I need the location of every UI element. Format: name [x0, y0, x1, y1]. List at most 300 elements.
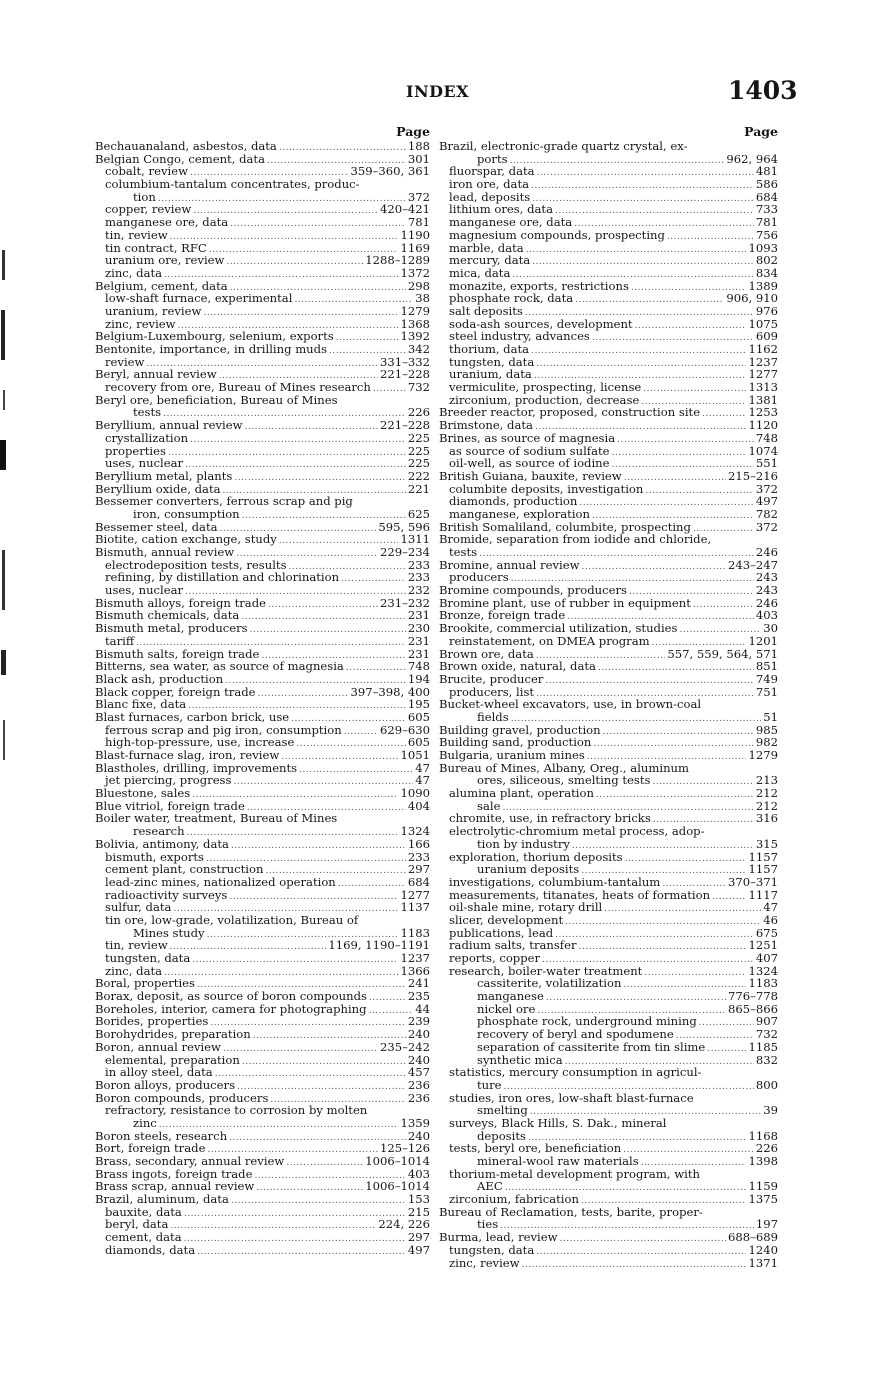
index-entry	[95, 1041, 430, 1054]
index-entry	[439, 229, 778, 242]
index-entry-text: British Guiana, bauxite, review	[439, 468, 622, 483]
index-entry-text: investigations, columbium-tantalum	[449, 874, 661, 889]
index-entry-page: 1392	[400, 329, 430, 344]
index-entry-text: Brines, as source of magnesia	[439, 430, 616, 445]
index-entry-page: 226	[407, 405, 430, 420]
index-entry-text: thorium-metal development program, with	[449, 1166, 700, 1181]
index-entry-text: reinstatement, on DMEA program	[449, 633, 650, 648]
index-entry-page: 688–689	[727, 1230, 778, 1245]
index-entry-page: 595, 596	[378, 519, 430, 534]
index-entry-text: producers	[449, 570, 509, 585]
index-entry-page: 1372	[400, 265, 430, 280]
index-entry	[439, 508, 778, 521]
index-entry-text: Beryl ore, beneficiation, Bureau of Mines	[95, 392, 338, 407]
index-entry-page: 221–228	[379, 418, 430, 433]
index-entry	[95, 749, 430, 762]
index-entry-text: bauxite, data	[105, 1204, 182, 1219]
index-entry-text: refractory, resistance to corrosion by molten	[105, 1103, 368, 1118]
index-entry-text: columbite deposits, investigation	[449, 481, 644, 496]
index-entry-text: Bismuth metal, producers	[95, 621, 248, 636]
index-entry-text: Bromine, annual review	[439, 557, 580, 572]
index-entry-page: 1368	[400, 316, 430, 331]
index-entry-page: 215–216	[727, 468, 778, 483]
index-entry-text: Borides, properties	[95, 1014, 209, 1029]
index-entry-text: as source of sodium sulfate	[449, 443, 610, 458]
right-index-column	[439, 124, 778, 1269]
index-entry-text: alumina plant, operation	[449, 786, 594, 801]
index-entry	[439, 1244, 778, 1257]
page-number: 1403	[728, 76, 798, 105]
index-entry-text: zinc, review	[449, 1255, 520, 1270]
index-entry-page: 359–360, 361	[350, 164, 430, 179]
index-entry-text: Bucket-wheel excavators, use, in brown-coal	[439, 697, 702, 712]
index-entry-text: recovery of beryl and spodumene	[477, 1027, 674, 1042]
index-entry-page: 1185	[748, 1039, 778, 1054]
index-entry-page: 1169, 1190–1191	[328, 938, 430, 953]
index-entry-page: 1398	[748, 1154, 778, 1168]
index-entry-text: crystallization	[105, 430, 189, 445]
index-entry-text: manganese	[477, 989, 544, 1004]
index-entry-text: surveys, Black Hills, S. Dak., mineral	[449, 1115, 667, 1130]
index-entry-text: tungsten, data	[449, 1242, 535, 1257]
index-entry-page: 243	[755, 583, 778, 598]
index-entry-page: 241	[407, 976, 430, 991]
index-entry-text: uses, nuclear	[105, 583, 184, 598]
index-entry-page: 1157	[748, 862, 778, 877]
index-entry-text: Bismuth, annual review	[95, 545, 235, 559]
index-entry-page: 331–332	[379, 354, 430, 369]
index-entry-page: 1288–1289	[365, 253, 430, 268]
index-entry-page: 851	[755, 659, 778, 674]
index-entry	[439, 863, 778, 876]
index-entry-text: Boron alloys, producers	[95, 1077, 236, 1092]
index-entry	[439, 546, 778, 559]
index-entry-text: Bulgaria, uranium mines	[439, 748, 585, 762]
index-entry-page: 370–371	[727, 874, 778, 889]
index-entry-text: phosphate rock, underground mining	[477, 1014, 697, 1029]
index-entry-text: Bitterns, sea water, as source of magnesia	[95, 659, 344, 674]
index-entry-page: 1169	[400, 240, 430, 255]
index-entry-text: cobalt, review	[105, 164, 188, 179]
index-entry	[439, 660, 778, 673]
index-entry-text: lithium ores, data	[449, 202, 554, 217]
index-entry-text: Bolivia, antimony, data	[95, 836, 229, 851]
index-entry-text: Bromine plant, use of rubber in equipment	[439, 595, 691, 610]
index-entry	[439, 749, 778, 762]
index-entry-page: 1251	[748, 938, 778, 953]
index-entry-text: zinc	[133, 1115, 157, 1130]
index-entries	[95, 140, 430, 1257]
index-entry-text: cassiterite, volatilization	[477, 976, 622, 991]
index-entry	[439, 1066, 778, 1079]
index-entry	[439, 432, 778, 445]
index-entry-page: 1279	[748, 748, 778, 762]
index-entry-page: 39	[763, 1103, 778, 1118]
index-entry-text: Black copper, foreign trade	[95, 684, 256, 699]
index-entry-page: 733	[755, 202, 778, 217]
index-entry-text: ores, siliceous, smelting tests	[477, 773, 651, 788]
index-entry-page: 751	[755, 684, 778, 699]
index-entry-text: zirconium, fabrication	[449, 1192, 579, 1207]
index-entry-text: Bismuth chemicals, data	[95, 608, 240, 623]
index-entry-page: 236	[407, 1090, 430, 1105]
index-entry-page: 1120	[748, 418, 778, 433]
index-entry	[95, 660, 430, 673]
index-entry	[439, 914, 778, 927]
index-entry-text: oil-shale mine, rotary drill	[449, 900, 603, 915]
index-entry-text: magnesium compounds, prospecting	[449, 227, 665, 242]
index-entry-page: 907	[755, 1014, 778, 1029]
index-entry-text: synthetic mica	[477, 1052, 563, 1067]
index-entry-page: 316	[755, 811, 778, 826]
index-entry-text: Bort, foreign trade	[95, 1141, 206, 1156]
index-entry-page: 403	[755, 608, 778, 623]
index-entry-page: 188	[407, 139, 430, 153]
index-entry-text: tariff	[105, 633, 135, 648]
index-entry-text: jet piercing, progress	[105, 773, 232, 788]
index-entry-text: Brazil, electronic-grade quartz crystal, ex-	[439, 139, 688, 153]
index-entry-page: 748	[755, 430, 778, 445]
index-entry	[95, 419, 430, 432]
index-entry-page: 551	[755, 456, 778, 471]
index-entry-page: 239	[407, 1014, 430, 1029]
index-entry-text: nickel ore	[477, 1001, 536, 1016]
index-entry-page: 372	[755, 481, 778, 496]
index-entry-text: Beryllium, annual review	[95, 418, 243, 433]
index-entry-page: 233	[407, 570, 430, 585]
index-entry-page: 457	[407, 1065, 430, 1080]
index-entry-page: 194	[407, 671, 430, 686]
index-entry-text: Bismuth alloys, foreign trade	[95, 595, 266, 610]
index-entry-text: uses, nuclear	[105, 456, 184, 471]
index-entry-page: 985	[755, 722, 778, 737]
index-entry	[439, 1117, 778, 1130]
index-entry-page: 166	[407, 836, 430, 851]
index-entry-page: 1168	[748, 1128, 778, 1143]
index-entry-page: 225	[407, 456, 430, 471]
index-entry-text: diamonds, data	[105, 1242, 196, 1257]
index-entry-page: 297	[407, 1230, 430, 1245]
left-index-column	[95, 124, 430, 1257]
index-entry-text: research, boiler-water treatment	[449, 963, 643, 978]
index-entry-text: steel industry, advances	[449, 329, 590, 344]
index-entry-page: 1051	[400, 748, 430, 762]
index-entry-text: Beryllium oxide, data	[95, 481, 221, 496]
index-entry	[95, 254, 430, 267]
index-entry-text: uranium, data	[449, 367, 532, 382]
index-entry	[95, 1155, 430, 1168]
index-entry	[439, 787, 778, 800]
index-entry-page: 1006–1014	[365, 1154, 430, 1168]
index-entry-text: Blastholes, drilling, improvements	[95, 760, 298, 775]
index-entry	[439, 1079, 778, 1092]
index-entry-text: salt deposits	[449, 303, 523, 318]
index-entry-text: uranium deposits	[477, 862, 580, 877]
index-entry-text: Brown oxide, natural, data	[439, 659, 596, 674]
index-entry-text: cement plant, construction	[105, 862, 264, 877]
index-entry-page: 240	[407, 1052, 430, 1067]
index-entry-text: Brass ingots, foreign trade	[95, 1166, 253, 1181]
index-entry-text: mineral-wool raw materials	[477, 1154, 639, 1168]
index-entry-text: reports, copper	[449, 951, 541, 965]
index-entry	[95, 1066, 430, 1079]
index-entry-page: 1277	[400, 887, 430, 902]
index-entry-page: 231	[407, 608, 430, 623]
index-entry	[95, 673, 430, 686]
index-entry-text: fields	[477, 709, 509, 724]
index-entry-page: 609	[755, 329, 778, 344]
index-entry-text: tin ore, low-grade, volatilization, Bureau of	[105, 912, 359, 927]
index-entry-page: 1137	[400, 900, 430, 915]
index-entry-page: 298	[407, 278, 430, 293]
index-entry	[95, 1079, 430, 1092]
index-entry-text: tungsten, data	[105, 951, 191, 965]
index-entry-page: 605	[407, 735, 430, 750]
index-entry-page: 834	[755, 265, 778, 280]
index-entry-text: Brucite, producer	[439, 671, 544, 686]
index-entry	[439, 343, 778, 356]
index-entry-text: uranium, review	[105, 303, 202, 318]
index-entry-text: tin contract, RFC	[105, 240, 207, 255]
index-entry-page: 732	[407, 380, 430, 395]
index-entry-text: Bentonite, importance, in drilling muds	[95, 342, 328, 356]
index-entry-text: manganese ore, data	[105, 215, 229, 230]
index-entry-page: 231–232	[379, 595, 430, 610]
index-entry-page: 1237	[400, 951, 430, 965]
index-entry	[95, 216, 430, 229]
index-entry-text: marble, data	[449, 240, 524, 255]
index-entry-text: vermiculite, prospecting, license	[449, 380, 642, 395]
index-entry-text: Bronze, foreign trade	[439, 608, 566, 623]
index-entry-text: Bluestone, sales	[95, 786, 191, 801]
index-entry-text: soda-ash sources, development	[449, 316, 633, 331]
index-entry-text: columbium-tantalum concentrates, produc-	[105, 177, 360, 192]
index-entry-page: 1006–1014	[365, 1179, 430, 1194]
index-entry-page: 800	[755, 1077, 778, 1092]
index-entry-text: Blast furnaces, carbon brick, use	[95, 709, 290, 724]
index-entry	[439, 990, 778, 1003]
index-entry	[439, 1193, 778, 1206]
index-entry-text: Brazil, aluminum, data	[95, 1192, 229, 1207]
index-entry-text: thorium, data	[449, 342, 530, 356]
page-title: INDEX	[406, 82, 470, 101]
index-entry	[95, 584, 430, 597]
index-entry-page: 1183	[748, 976, 778, 991]
index-entry-page: 625	[407, 506, 430, 521]
index-entry-text: tin, review	[105, 227, 168, 242]
index-entry-page: 51	[763, 709, 778, 724]
index-entry-page: 233	[407, 849, 430, 864]
index-entry-text: fluorspar, data	[449, 164, 535, 179]
index-entry-text: Building sand, production	[439, 735, 592, 750]
index-entry-text: Boron steels, research	[95, 1128, 228, 1143]
index-entry-text: Borohydrides, preparation	[95, 1027, 251, 1042]
index-entry-page: 629–630	[379, 722, 430, 737]
index-entry-text: Bessemer converters, ferrous scrap and pig	[95, 494, 353, 509]
index-entry	[439, 305, 778, 318]
index-entry-text: chromite, use, in refractory bricks	[449, 811, 651, 826]
index-entry-page: 1311	[400, 532, 430, 547]
index-entry-text: ferrous scrap and pig iron, consumption	[105, 722, 342, 737]
index-entry-text: Blue vitriol, foreign trade	[95, 798, 245, 813]
index-entry-text: mica, data	[449, 265, 511, 280]
index-entry-text: bismuth, exports	[105, 849, 204, 864]
index-entry-text: Blanc fixe, data	[95, 697, 187, 712]
index-entry-page: 47	[415, 773, 430, 788]
index-entry-text: phosphate rock, data	[449, 291, 574, 306]
index-entry-text: manganese, exploration	[449, 506, 590, 521]
index-entry-text: zinc, data	[105, 265, 163, 280]
index-entry-text: manganese ore, data	[449, 215, 573, 230]
index-entry-page: 865–866	[727, 1001, 778, 1016]
index-entry-page: 236	[407, 1077, 430, 1092]
index-entry-page: 1313	[748, 380, 778, 395]
index-entry-page: 225	[407, 443, 430, 458]
index-entry-page: 240	[407, 1027, 430, 1042]
index-entry	[439, 838, 778, 851]
index-entry	[95, 876, 430, 889]
index-entry-page: 221	[407, 481, 430, 496]
index-entry-text: radioactivity surveys	[105, 887, 228, 902]
index-entry-text: Brown ore, data	[439, 646, 534, 661]
index-entry-text: oil-well, as source of iodine	[449, 456, 610, 471]
index-entry	[439, 533, 778, 546]
index-entry-page: 605	[407, 709, 430, 724]
index-entry-text: Black ash, production	[95, 671, 224, 686]
index-entry-page: 403	[407, 1166, 430, 1181]
index-entry-page: 962, 964	[726, 151, 778, 166]
index-entry	[95, 229, 430, 242]
index-entry-page: 1324	[400, 824, 430, 839]
index-entry-text: Brass, secondary, annual review	[95, 1154, 285, 1168]
index-entry-text: electrodeposition tests, results	[105, 557, 287, 572]
index-entry-text: lead-zinc mines, nationalized operation	[105, 874, 336, 889]
index-entry-page: 125–126	[379, 1141, 430, 1156]
index-entry-text: Bureau of Mines, Albany, Oreg., aluminum	[439, 760, 690, 775]
index-entry-text: radium salts, transfer	[449, 938, 577, 953]
index-entry-page: 195	[407, 697, 430, 712]
index-entry	[95, 787, 430, 800]
index-entry-text: Blast-furnace slag, iron, review	[95, 748, 280, 762]
index-entry-text: Brass scrap, annual review	[95, 1179, 255, 1194]
index-entry-page: 1074	[748, 443, 778, 458]
index-entry-page: 407	[755, 951, 778, 965]
index-entry	[439, 622, 778, 635]
index-entry-text: Boral, properties	[95, 976, 195, 991]
index-entry	[95, 508, 430, 521]
index-entry	[439, 952, 778, 965]
index-entry	[95, 952, 430, 965]
index-entry-text: Mines study	[133, 925, 205, 940]
index-entry	[439, 140, 778, 153]
index-entry-text: separation of cassiterite from tin slime	[477, 1039, 706, 1054]
index-entry-text: Breeder reactor, proposed, construction site	[439, 405, 701, 420]
index-entry-text: smelting	[477, 1103, 528, 1118]
index-entry-text: ture	[477, 1077, 502, 1092]
index-entry-page: 46	[763, 912, 778, 927]
index-entry-text: Bromide, separation from iodide and chloride,	[439, 532, 712, 547]
index-entry	[95, 305, 430, 318]
index-entry-text: statistics, mercury consumption in agricul-	[449, 1065, 702, 1080]
index-entry-page: 1381	[748, 392, 778, 407]
index-entry	[439, 1257, 778, 1270]
index-entry-page: 782	[755, 506, 778, 521]
index-entry	[95, 1117, 430, 1130]
index-entry-text: diamonds, production	[449, 494, 578, 509]
index-entry	[95, 825, 430, 838]
index-entry-text: Boron compounds, producers	[95, 1090, 269, 1105]
index-entry-text: copper, review	[105, 202, 192, 217]
index-entry-page: 224, 226	[378, 1217, 430, 1232]
index-entry-page: 684	[407, 874, 430, 889]
index-entry	[95, 1028, 430, 1041]
index-entry	[439, 419, 778, 432]
index-entry-page: 976	[755, 303, 778, 318]
index-entry-page: 982	[755, 735, 778, 750]
index-entry-text: in alloy steel, data	[105, 1065, 213, 1080]
index-entry-page: 557, 559, 564, 571	[667, 646, 778, 661]
index-entry-page: 1117	[748, 887, 778, 902]
index-entry-page: 225	[407, 430, 430, 445]
index-entry	[439, 635, 778, 648]
index-entry	[95, 381, 430, 394]
index-entry-text: tests	[449, 545, 478, 559]
index-entry-page: 1240	[748, 1242, 778, 1257]
index-entry-page: 230	[407, 621, 430, 636]
index-entry-page: 802	[755, 253, 778, 268]
index-entry	[95, 457, 430, 470]
index-entry	[95, 635, 430, 648]
index-entry-text: uranium ore, review	[105, 253, 225, 268]
index-entry-text: Bessemer steel, data	[95, 519, 218, 534]
index-entry-page: 47	[763, 900, 778, 915]
index-entry-text: iron ore, data	[449, 177, 530, 192]
index-entry-page: 1277	[748, 367, 778, 382]
index-entry-text: ports	[477, 151, 508, 166]
index-entry	[439, 457, 778, 470]
index-entry-text: beryl, data	[105, 1217, 169, 1232]
index-entry	[439, 673, 778, 686]
index-entry-text: Biotite, cation exchange, study	[95, 532, 277, 547]
index-entry-page: 1279	[400, 303, 430, 318]
index-entry-text: Bromine compounds, producers	[439, 583, 627, 598]
index-entry-text: cement, data	[105, 1230, 182, 1245]
index-entry-page: 1201	[748, 633, 778, 648]
index-entry-page: 235	[407, 989, 430, 1004]
index-entry-page: 233	[407, 557, 430, 572]
index-entry-text: sulfur, data	[105, 900, 172, 915]
index-entry-page: 232	[407, 583, 430, 598]
index-entry	[95, 914, 430, 927]
index-entry-page: 684	[755, 189, 778, 204]
index-entry-text: high-top-pressure, use, increase	[105, 735, 295, 750]
index-entry	[439, 1155, 778, 1168]
index-entry-page: 372	[407, 189, 430, 204]
index-entry-page: 44	[415, 1001, 430, 1016]
index-entry	[95, 863, 430, 876]
index-entry	[439, 584, 778, 597]
index-entry-page: 226	[755, 1141, 778, 1156]
index-entry-text: review	[105, 354, 145, 369]
index-entry-page: 1190	[400, 227, 430, 242]
index-entry-page: 297	[407, 862, 430, 877]
index-entry-page: 397–398, 400	[350, 684, 430, 699]
index-entry-page: 197	[755, 1217, 778, 1232]
index-entry-text: Belgian Congo, cement, data	[95, 151, 265, 166]
index-entry-text: electrolytic-chromium metal process, adop-	[449, 824, 705, 839]
index-entry-text: publications, lead	[449, 925, 554, 940]
index-entry-text: British Somaliland, columbite, prospecting	[439, 519, 691, 534]
